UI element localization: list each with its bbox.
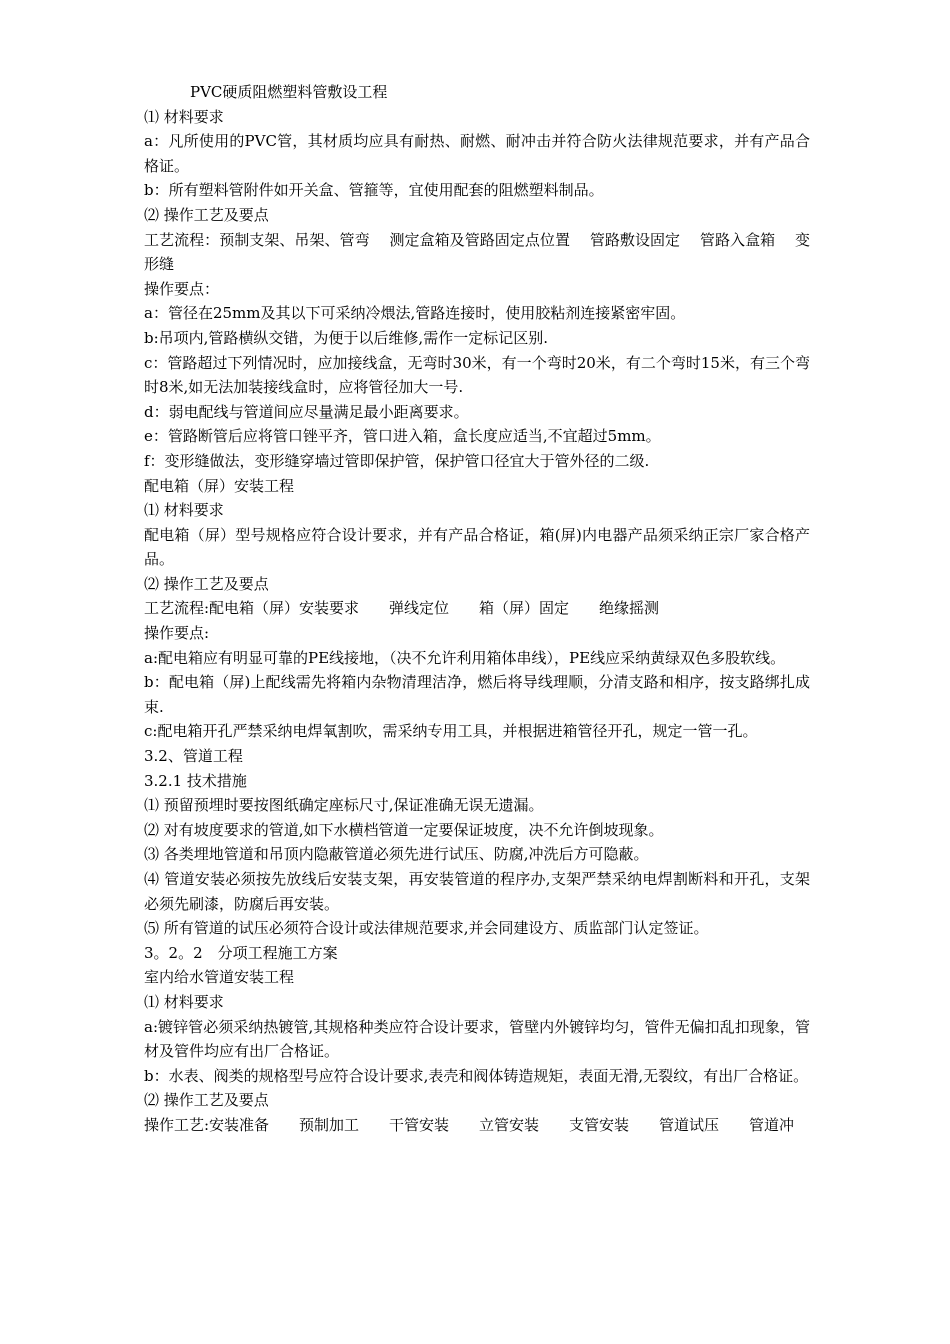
paragraph: a:配电箱应有明显可靠的PE线接地，（决不允许利用箱体串线），PE线应采纳黄绿双色多股软线。	[144, 648, 786, 667]
subheading-material-requirements: ⑴ 材料要求	[144, 992, 224, 1011]
subheading-operation-points: 操作要点:	[144, 624, 210, 643]
paragraph: b：所有塑料管附件如开关盒、管箍等，宜使用配套的阻燃塑料制品。	[144, 181, 604, 200]
paragraph: c:配电箱开孔严禁采纳电焊氧割吹，需采纳专用工具，并根据进箱管径开孔，规定一管一孔。	[144, 722, 758, 741]
paragraph: f：变形缝做法，变形缝穿墙过管即保护管，保护管口径宜大于管外径的二级.	[144, 451, 650, 470]
paragraph: a:镀锌管必须采纳热镀管,其规格种类应符合设计要求，管壁内外镀锌均匀，管件无偏扣乱扣现象，管材及管件均应有出厂合格证。	[144, 1017, 810, 1061]
section-title-pvc-conduit: PVC硬质阻燃塑料管敷设工程	[190, 83, 388, 101]
paragraph: c：管路超过下列情况时，应加接线盒，无弯时30米，有一个弯时20米，有二个弯时15米，有三个弯时8米,如无法加装接线盒时，应将管径加大一号.	[144, 353, 810, 397]
paragraph: 配电箱（屏）型号规格应符合设计要求，并有产品合格证，箱(屏)内电器产品须采纳正宗厂家合格产品。	[144, 525, 810, 569]
list-item: ⑸ 所有管道的试压必须符合设计或法律规范要求,并会同建设方、质监部门认定签证。	[144, 919, 709, 938]
subheading-operation-points: 操作要点：	[144, 279, 220, 298]
section-heading-pipeline: 3.2、管道工程	[144, 747, 243, 766]
section-heading-technical-measures: 3.2.1 技术措施	[144, 771, 247, 790]
subheading-process-points: ⑵ 操作工艺及要点	[144, 1091, 269, 1110]
paragraph: d：弱电配线与管道间应尽量满足最小距离要求。	[144, 402, 469, 421]
subheading-material-requirements: ⑴ 材料要求	[144, 501, 224, 520]
section-title-water-supply: 室内给水管道安装工程	[144, 968, 295, 987]
subheading-process-points: ⑵ 操作工艺及要点	[144, 205, 269, 224]
list-item: ⑴ 预留预埋时要按图纸确定座标尺寸,保证准确无误无遗漏。	[144, 796, 544, 815]
list-item: ⑵ 对有坡度要求的管道,如下水横档管道一定要保证坡度，决不允许倒坡现象。	[144, 820, 664, 839]
list-item: ⑷ 管道安装必须按先放线后安装支架，再安装管道的程序办,支架严禁采纳电焊割断料和开孔，支架必须先刷漆，防腐后再安装。	[144, 870, 810, 913]
paragraph: a：管径在25mm及其以下可采纳冷煨法,管路连接时，使用胶粘剂连接紧密牢固。	[144, 304, 686, 323]
paragraph: e：管路断管后应将管口锉平齐，管口进入箱，盒长度应适当,不宜超过5mm。	[144, 427, 661, 446]
paragraph: b：水表、阀类的规格型号应符合设计要求,表壳和阀体铸造规矩，表面无滑,无裂纹，有出厂合格证。	[144, 1066, 809, 1085]
paragraph: b：配电箱（屏)上配线需先将箱内杂物清理洁净，燃后将导线理顺，分清支路和相序，按支路绑扎成束.	[144, 673, 810, 716]
paragraph-process-flow: 工艺流程:配电箱（屏）安装要求 弹线定位 箱（屏）固定 绝缘摇测	[144, 599, 660, 618]
subheading-material-requirements: ⑴ 材料要求	[144, 107, 224, 126]
section-title-distribution-box: 配电箱（屏）安装工程	[144, 476, 295, 495]
paragraph-process-flow: 操作工艺:安装准备 预制加工 干管安装 立管安装 支管安装 管道试压 管道冲	[144, 1115, 795, 1134]
section-heading-subproject-plan: 3。2。2 分项工程施工方案	[144, 943, 338, 962]
subheading-process-points: ⑵ 操作工艺及要点	[144, 574, 269, 593]
paragraph-process-flow: 工艺流程：预制支架、吊架、管弯 测定盒箱及管路固定点位置 管路敷设固定 管路入盒箱 变形缝	[144, 230, 810, 274]
paragraph: b:吊项内,管路横纵交错，为便于以后维修,需作一定标记区别.	[144, 328, 548, 347]
document-body	[144, 80, 810, 1138]
list-item: ⑶ 各类埋地管道和吊顶内隐蔽管道必须先进行试压、防腐,冲洗后方可隐蔽。	[144, 845, 649, 864]
paragraph: a：凡所使用的PVC管，其材质均应具有耐热、耐燃、耐冲击并符合防火法律规范要求，并有产品合格证。	[144, 132, 810, 175]
